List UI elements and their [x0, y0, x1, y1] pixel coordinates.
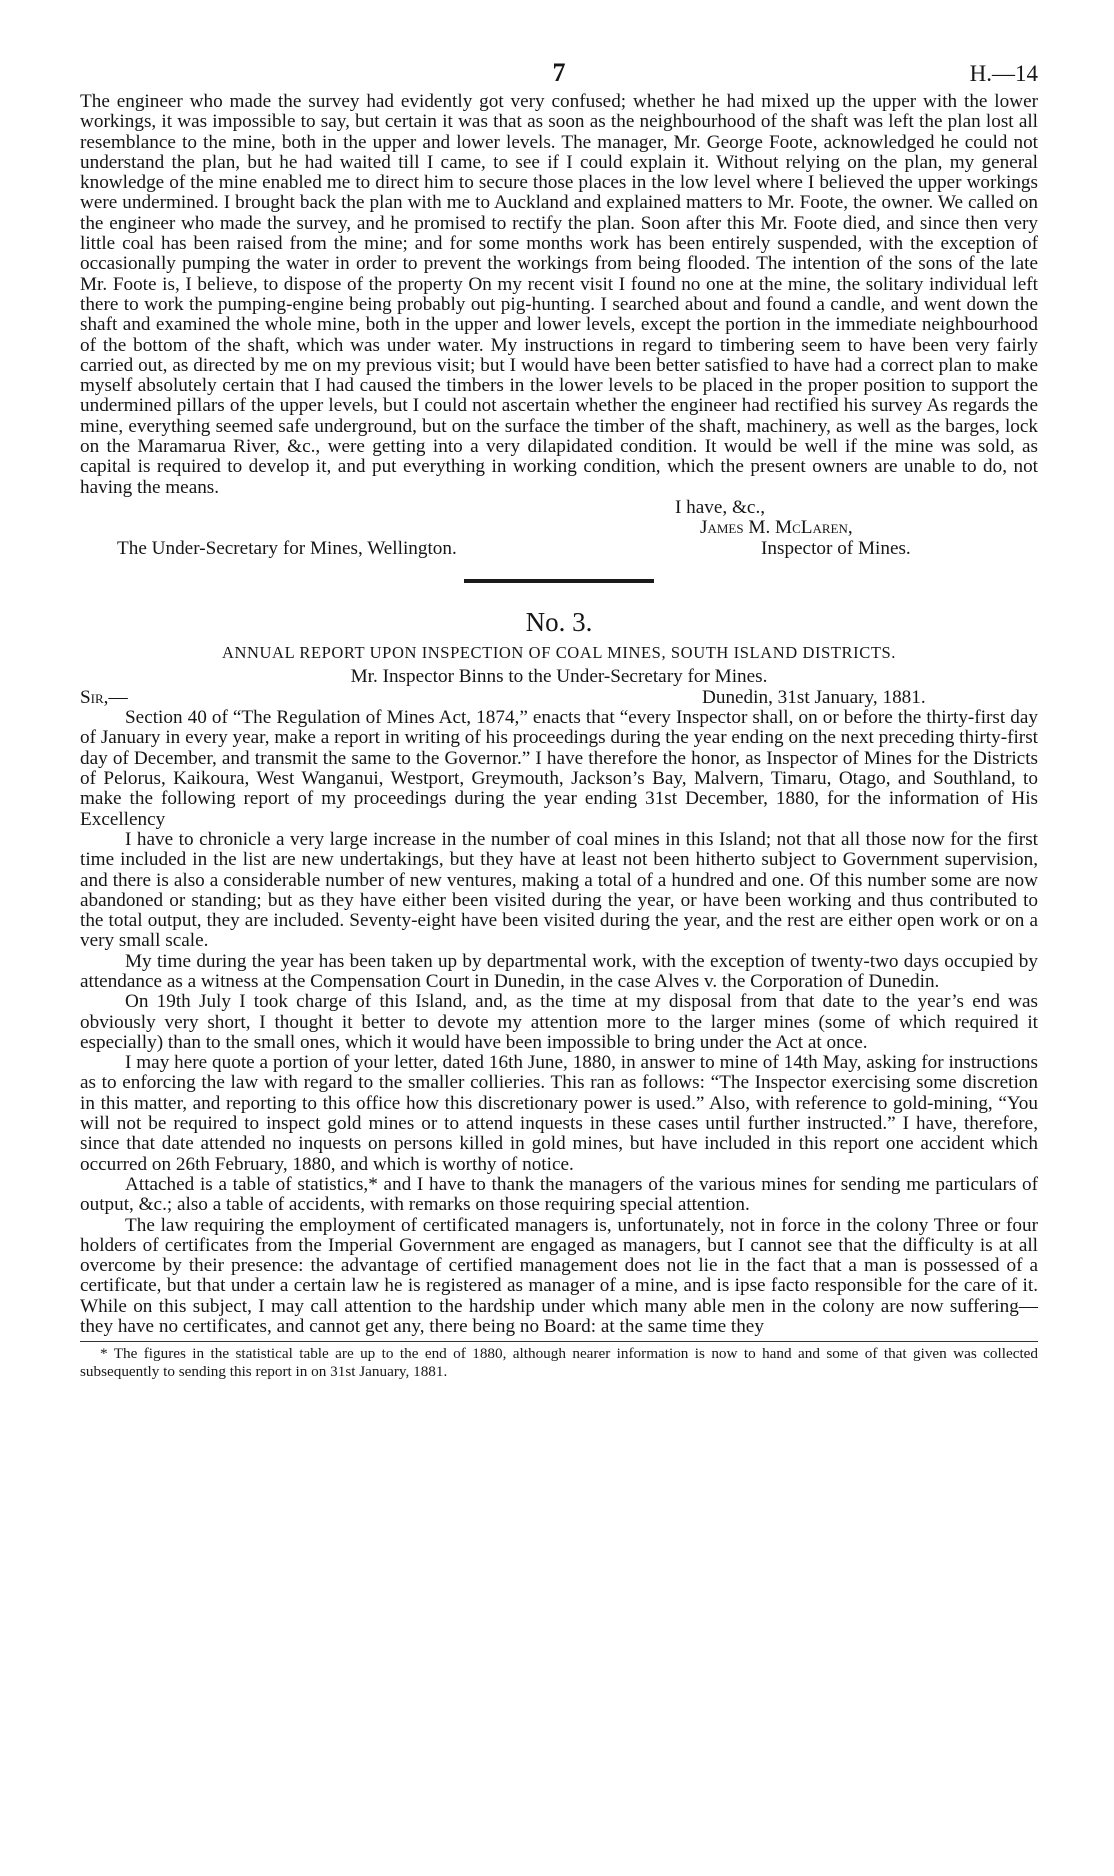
report-title: ANNUAL REPORT UPON INSPECTION OF COAL MINES, SOUTH ISLAND DISTRICTS. — [221, 642, 897, 662]
footnote-rule — [80, 1341, 1038, 1342]
report-paragraph: I may here quote a portion of your letter, dated 16th June, 1880, in answer to mine of 14th May, asking for instructions as to enforcing the law with regard to the smaller collieries. This ran as follows: “The Inspector exercising some discretion in this matter, and reporting to this office how this discretionary power is used.” Also, with reference to gold-mining, “You will not be required to inspect gold mines or to attend inquests in these cases until further instructed.” I have, therefore, since that date attended no inquests on persons killed in gold mines, but have included in this report one accident which occurred on 26th February, 1880, and which is worthy of notice. — [80, 1052, 1038, 1175]
page-number: 7 — [552, 58, 566, 87]
signature: James M. McLaren, — [700, 517, 853, 539]
addressee-line — [80, 539, 1038, 559]
section-divider — [464, 579, 654, 583]
signer-title: Inspector of Mines. — [761, 537, 911, 559]
salutation-line — [80, 688, 1038, 708]
report-paragraph: On 19th July I took charge of this Island, and, as the time at my disposal from that date to the year’s end was obviously very short, I thought it better to devote my attention more to the larger mines (some of which required it especially) than to the small ones, which it would have been impossible to bring under the Act at once. — [80, 991, 1038, 1053]
place-date: Dunedin, 31st January, 1881. — [702, 686, 926, 708]
document-reference: H.—14 — [969, 61, 1038, 86]
report-paragraph: Section 40 of “The Regulation of Mines Act, 1874,” enacts that “every Inspector shall, on or before the thirty-first day of January in every year, make a report in writing of his proceedings during the year ending on the next preceding thirty-first day of December, and transmit the same to the Governor.” I have therefore the honor, as Inspector of Mines for the Districts of Pelorus, Kaikoura, West Wanganui, Westport, Greymouth, Jackson’s Bay, Malvern, Timaru, Otago, and Southland, to make the following report of my proceedings during the year ending 31st December, 1880, for the information of His Excellency — [80, 707, 1038, 830]
footnote: * The figures in the statistical table are up to the end of 1880, although nearer information is now to hand and some of that given was collected subsequently to sending this report in on 31st January, 1881. — [80, 1345, 1038, 1381]
salutation: Sir,— — [80, 686, 128, 708]
report-paragraph: My time during the year has been taken up by departmental work, with the exception of twenty-two days occupied by attendance as a witness at the Compensation Court in Dunedin, in the case Alves v. the Corporation of Dunedin. — [80, 950, 1038, 992]
closing: I have, &c., — [675, 496, 766, 518]
page-header — [80, 58, 1038, 92]
closing-line — [80, 498, 1038, 518]
addressee: The Under-Secretary for Mines, Wellington. — [117, 537, 457, 559]
report-number: No. 3. — [525, 606, 593, 637]
report-subtitle: Mr. Inspector Binns to the Under-Secretary for Mines. — [350, 665, 768, 687]
report-paragraph: Attached is a table of statistics,* and I have to thank the managers of the various mines for sending me particulars of output, &c.; also a table of accidents, with remarks on those requiring special attention. — [80, 1173, 1038, 1216]
report-paragraph: I have to chronicle a very large increase in the number of coal mines in this Island; not that all those now for the first time included in the list are new undertakings, but they have at least not been hitherto subject to Government supervision, and there is also a considerable number of new ventures, making a total of a hundred and one. Of this number some are now abandoned or standing; but as they have either been visited during the year, or have been working and thus contributed to the total output, they are included. Seventy-eight have been visited during the year, and the rest are either open work or on a very small scale. — [80, 828, 1038, 952]
document-page — [80, 58, 1038, 1381]
signature-line — [80, 518, 1038, 538]
report-paragraph: The law requiring the employment of certificated managers is, unfortunately, not in force in the colony Three or four holders of certificates from the Imperial Government are engaged as managers, but I cannot see that the difficulty is at all overcome by their presence: the advantage of certified management does not lie in the fact that a man is possessed of a certificate, but that under a certain law he is registered as manager of a mine, and is ipse facto responsible for the care of it. While on this subject, I may call attention to the hardship under which many able men in the colony are now suffering—they have no certificates, and cannot get any, there being no Board: at the same time they — [80, 1214, 1038, 1338]
letter-body: The engineer who made the survey had evidently got very confused; whether he had mixed up the upper with the lower workings, it was impossible to say, but certain it was that as soon as the neighbourhood of the shaft was left the plan lost all resemblance to the mine, both in the upper and lower levels. The manager, Mr. George Foote, acknowledged he could not understand the plan, but he had waited till I came, to see if I could explain it. Without relying on the plan, my general knowledge of the mine enabled me to direct him to secure those places in the low level where I believed the upper workings were undermined. I brought back the plan with me to Auckland and explained matters to Mr. Foote, the owner. We called on the engineer who made the survey, and he promised to rectify the plan. Soon after this Mr. Foote died, and since then very little coal has been raised from the mine; and for some months work has been entirely suspended, with the exception of occasionally pumping the water in order to prevent the workings from being flooded. The intention of the sons of the late Mr. Foote is, I believe, to dispose of the property On my recent visit I found no one at the mine, the solitary individual left there to work the pumping-engine being probably out pig-hunting. I searched about and found a candle, and went down the shaft and examined the whole mine, both in the upper and lower levels, except the portion in the immediate neighbourhood of the bottom of the shaft, which was under water. My instructions in regard to timbering seem to have been very fairly carried out, as directed by me on my previous visit; but I would have been better satisfied to have had a correct plan to make myself absolutely certain that I had caused the timbers in the lower levels to be placed in the proper position to support the undermined pillars of the upper levels, but I could not ascertain whether the engineer had rectified his survey As regards the mine, everything seemed safe underground, but on the surface the timber of the shaft, machinery, as well as the barges, lock on the Maramarua River, &c., were getting into a very dilapidated condition. It would be well if the mine was sold, as capital is required to develop it, and put everything in working condition, which the present owners are unable to do, not having the means. — [80, 91, 1038, 498]
